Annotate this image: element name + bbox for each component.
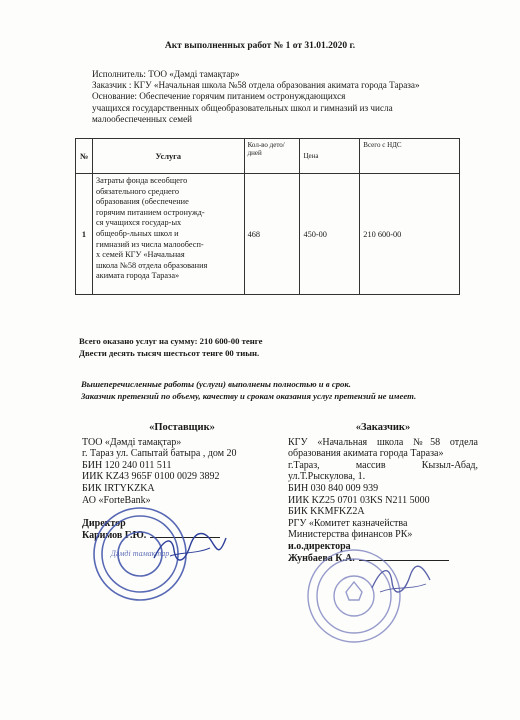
statement-line-1: Вышеперечисленные работы (услуги) выполнены полностью и в срок. [81, 379, 351, 389]
completion-statement [81, 378, 416, 402]
supplier-line: г. Тараз ул. Сапытай батыра , дом 20 [82, 448, 237, 460]
customer-signer: Жунбаева К.А. [288, 552, 355, 564]
totals-block [79, 335, 262, 359]
parties-block [92, 69, 482, 125]
supplier-heading: «Поставщик» [149, 422, 215, 433]
customer-signature-icon [366, 562, 436, 598]
supplier-signature-icon [150, 528, 230, 568]
service-line: акимата города Тараза» [95, 271, 180, 281]
total-in-words: Двести десять тысяч шестьсот тенге 00 тиын. [79, 348, 260, 358]
supplier-line: ИИК KZ43 965F 0100 0029 3892 [82, 471, 220, 483]
header-price: Цена [300, 139, 360, 174]
customer-line: РГУ «Комитет казначейства [288, 517, 408, 529]
supplier-signer: Каримов Г.Ю. [82, 529, 147, 541]
total-sum: Всего оказано услуг на сумму: 210 600-00 тенге [79, 336, 263, 346]
service-line: школа №58 отдела образования [95, 260, 208, 270]
service-line: горячим питанием остронужд- [95, 207, 205, 217]
statement-line-2: Заказчик претензий по объему, качеству и срокам оказания услуг претензий не имеет. [81, 391, 417, 401]
row-service [92, 174, 244, 295]
table-row [76, 174, 460, 295]
customer-block [288, 422, 478, 564]
service-line: х семей КГУ «Начальная [95, 250, 185, 260]
supplier-stamp-text: Дәмді тамақтар [110, 549, 170, 558]
customer-line: Заказчик : КГУ «Начальная школа №58 отдела образования акимата города Тараза» [92, 80, 420, 91]
supplier-line: БИН 120 240 011 511 [82, 459, 172, 471]
services-table [75, 138, 460, 295]
customer-line: образования акимата города Тараза» [288, 448, 444, 460]
supplier-line: АО «ForteBank» [82, 494, 151, 506]
service-line: общеобр-льных школ и [95, 228, 179, 238]
supplier-line: БИК IRTYKZKA [82, 482, 155, 494]
service-line: ся учащихся государ-ых [95, 218, 182, 228]
basis-line-3: малообеспеченных семей [92, 113, 193, 124]
customer-line: ИИК KZ25 0701 03KS N211 5000 [288, 494, 430, 506]
customer-line: БИК KKMFKZ2A [288, 506, 365, 518]
service-line: образования (обеспечение [95, 197, 189, 207]
service-line: обязательного среднего [95, 186, 180, 196]
service-line: Затраты фонда всеобщего [95, 176, 188, 185]
service-line: гимназий из числа малообесп- [95, 239, 204, 249]
customer-line: г.Тараз, массив Кызыл-Абад, [288, 459, 478, 471]
row-qty: 468 [244, 174, 300, 295]
table-header-row [76, 139, 460, 174]
customer-line: Министерства финансов РК» [288, 529, 413, 541]
customer-heading: «Заказчик» [355, 422, 411, 433]
customer-position: и.о.директора [288, 540, 351, 552]
header-num: № [76, 139, 93, 174]
document-title: Акт выполненных работ № 1 от 31.01.2020 г. [164, 41, 356, 51]
executor-line: Исполнитель: ТОО «Дәмді тамақтар» [92, 69, 240, 79]
header-qty: Кол-во дето/дней [244, 139, 300, 174]
customer-line: КГУ «Начальная школа №58 отдела [288, 436, 478, 448]
header-service: Услуга [92, 139, 244, 174]
header-total: Всего с НДС [360, 139, 460, 174]
supplier-line: ТОО «Дәмді тамақтар» [82, 436, 182, 448]
row-num: 1 [76, 174, 93, 295]
customer-line: ул.Т.Рыскулова, 1. [288, 471, 366, 483]
row-price: 450-00 [300, 174, 360, 295]
row-total: 210 600-00 [360, 174, 460, 295]
basis-line-2: учащихся государственных общеобразовательных школ и гимназий из числа [92, 102, 393, 113]
supplier-position: Директор [82, 518, 126, 530]
customer-line: БИН 030 840 009 939 [288, 482, 379, 494]
basis-line-1: Основание: Обеспечение горячим питанием остронуждающихся [92, 91, 346, 102]
